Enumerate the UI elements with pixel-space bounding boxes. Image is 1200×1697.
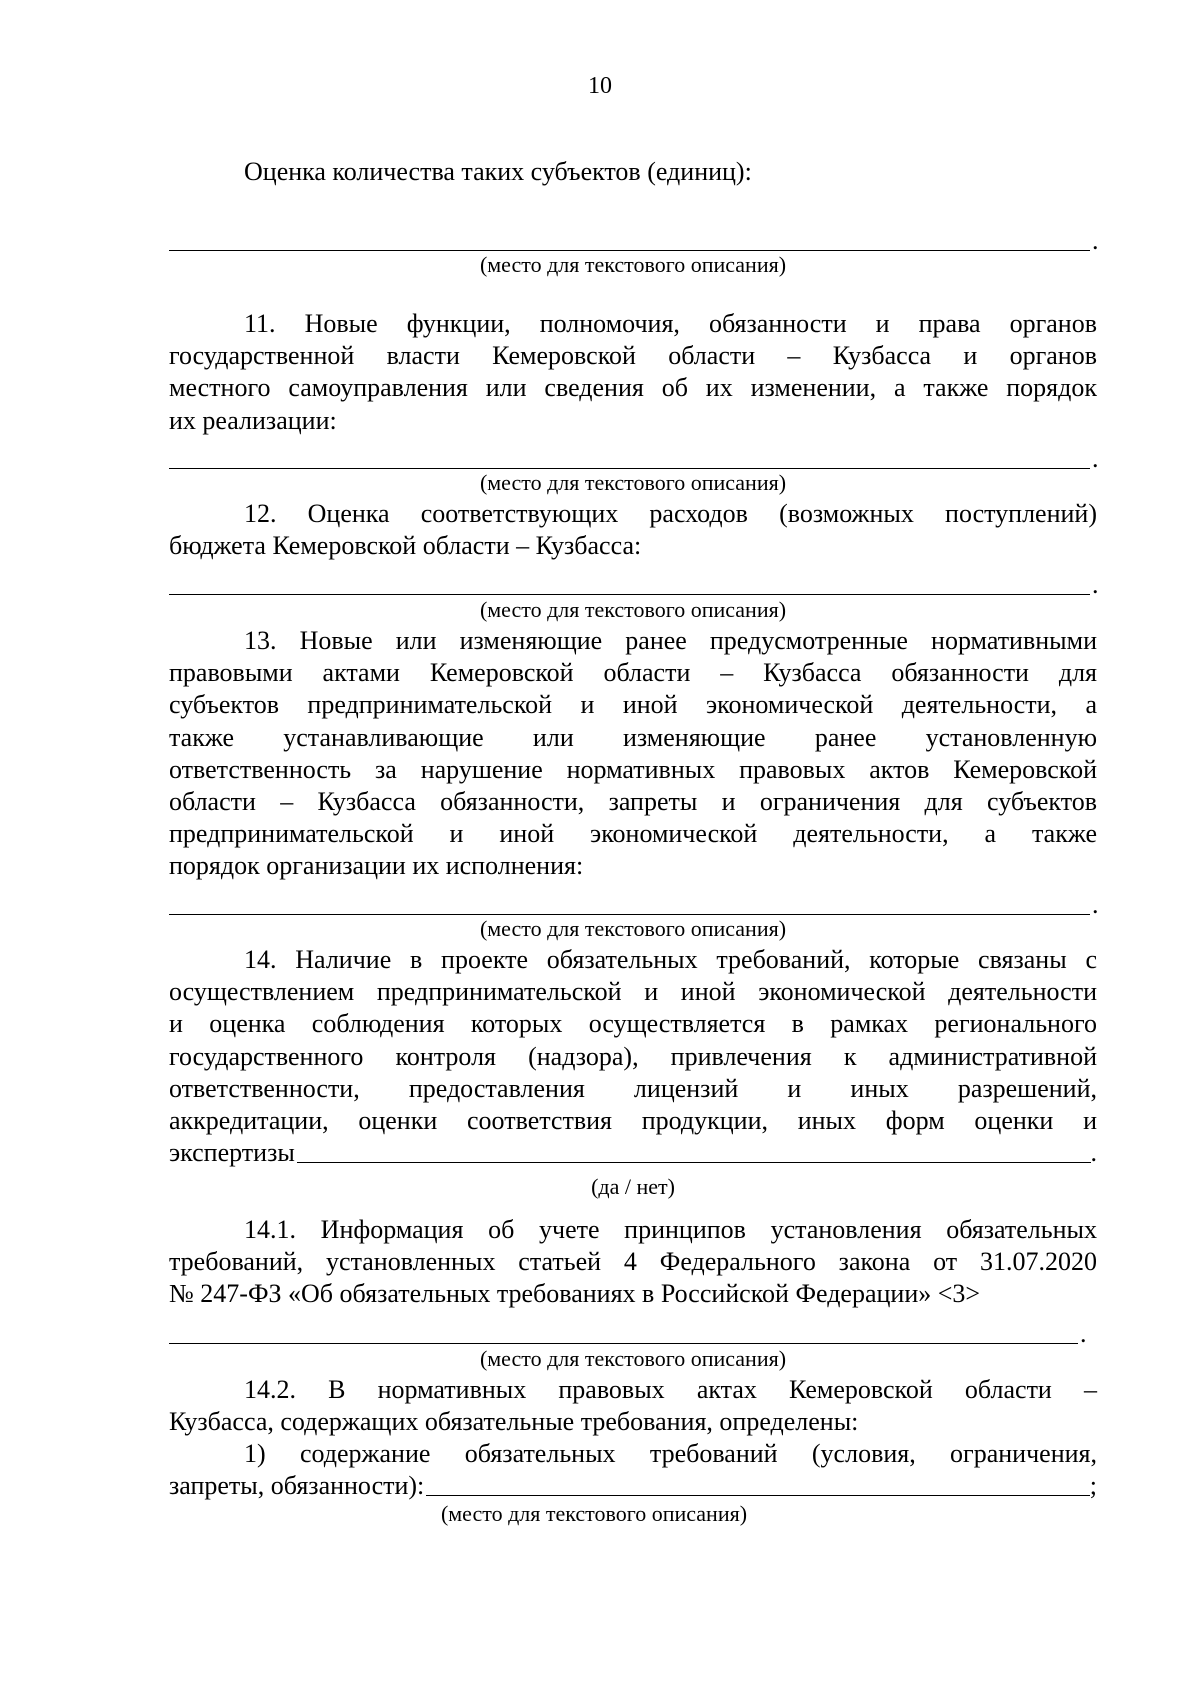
fill-line: [297, 1162, 1091, 1163]
page-number: 10: [588, 73, 612, 99]
paragraph-line: 1) содержание обязательных требований (условия, ограничения,: [244, 1439, 1097, 1468]
paragraph-line: аккредитации, оценки соответствия продукции, иных форм оценки и: [169, 1106, 1097, 1136]
caption-yes-no: (да / нет): [591, 1174, 675, 1199]
line-end-period: .: [1092, 570, 1099, 599]
paragraph-12: [169, 498, 1097, 562]
paragraph-11: [169, 308, 1097, 437]
paragraph-line: 14.1. Информация об учете принципов установления обязательных: [244, 1215, 1097, 1244]
paragraph-14-2: [169, 1374, 1097, 1438]
paragraph-line: местного самоуправления или сведения об их изменении, а также порядок: [169, 373, 1097, 403]
paragraph-line: 13. Новые или изменяющие ранее предусмотренные нормативными: [244, 626, 1097, 655]
paragraph-line: также устанавливающие или изменяющие ранее установленную: [169, 722, 1097, 752]
paragraph-line: государственной власти Кемеровской области – Кузбасса и органов: [169, 341, 1097, 371]
estimate-text: Оценка количества таких субъектов (единиц):: [244, 157, 752, 186]
paragraph-line: требований, установленных статьей 4 Федерального закона от 31.07.2020: [169, 1247, 1097, 1277]
paragraph-14-1: [169, 1214, 1097, 1311]
paragraph-line-last: [169, 1137, 1097, 1169]
line-end-period: .: [1092, 226, 1099, 255]
paragraph-line: предпринимательской и иной экономической деятельности, а также: [169, 819, 1097, 849]
paragraph-line-last: [169, 1470, 1097, 1502]
paragraph-14-2-item-1: [169, 1438, 1097, 1502]
caption-text-description: (место для текстового описания): [479, 1346, 787, 1371]
paragraph-13: [169, 625, 1097, 883]
paragraph-line: ответственность за нарушение нормативных правовых актов Кемеровской: [169, 754, 1097, 784]
line-end-period: .: [1092, 890, 1099, 919]
paragraph-line: 11. Новые функции, полномочия, обязанности и права органов: [244, 309, 1097, 338]
fill-line: [426, 1495, 1089, 1496]
obligations-label: запреты, обязанности):: [169, 1471, 425, 1501]
caption-text-description: (место для текстового описания): [479, 470, 787, 495]
caption-text-description: (место для текстового описания): [479, 597, 787, 622]
fill-line: [169, 594, 1090, 595]
paragraph-line: 12. Оценка соответствующих расходов (возможных поступлений): [244, 499, 1097, 528]
paragraph-estimate: [169, 156, 1097, 188]
paragraph-14: [169, 944, 1097, 1169]
paragraph-line-last: Кузбасса, содержащих обязательные требования, определены:: [169, 1407, 859, 1437]
paragraph-line: области – Кузбасса обязанности, запреты и ограничения для субъектов: [169, 787, 1097, 817]
paragraph-line: и оценка соблюдения которых осуществляется в рамках регионального: [169, 1009, 1097, 1039]
paragraph-line: 14. Наличие в проекте обязательных требований, которые связаны с: [244, 945, 1097, 974]
paragraph-line: осуществлением предпринимательской и иной экономической деятельности: [169, 977, 1097, 1007]
paragraph-line: 14.2. В нормативных правовых актах Кемеровской области –: [244, 1375, 1097, 1404]
paragraph-line: государственного контроля (надзора), привлечения к административной: [169, 1041, 1097, 1071]
line-end-semicolon: ;: [1089, 1471, 1097, 1501]
caption-text-description: (место для текстового описания): [479, 252, 787, 277]
paragraph-line: ответственности, предоставления лицензий и иных разрешений,: [169, 1073, 1097, 1103]
line-end-period: .: [1090, 1138, 1097, 1168]
expertise-label: экспертизы: [169, 1138, 295, 1168]
caption-text-description: (место для текстового описания): [479, 916, 787, 941]
paragraph-line: правовыми актами Кемеровской области – Кузбасса обязанности для: [169, 658, 1097, 688]
line-end-period: .: [1092, 444, 1099, 473]
caption-text-description: (место для текстового описания): [440, 1501, 748, 1526]
fill-line: [169, 1343, 1078, 1344]
line-end-period: .: [1080, 1319, 1087, 1348]
paragraph-line-last: № 247-ФЗ «Об обязательных требованиях в Российской Федерации» <3>: [169, 1279, 981, 1309]
paragraph-line-last: их реализации:: [169, 405, 337, 435]
paragraph-line-last: порядок организации их исполнения:: [169, 851, 584, 881]
paragraph-line-last: бюджета Кемеровской области – Кузбасса:: [169, 531, 642, 561]
paragraph-line: субъектов предпринимательской и иной экономической деятельности, а: [169, 690, 1097, 720]
